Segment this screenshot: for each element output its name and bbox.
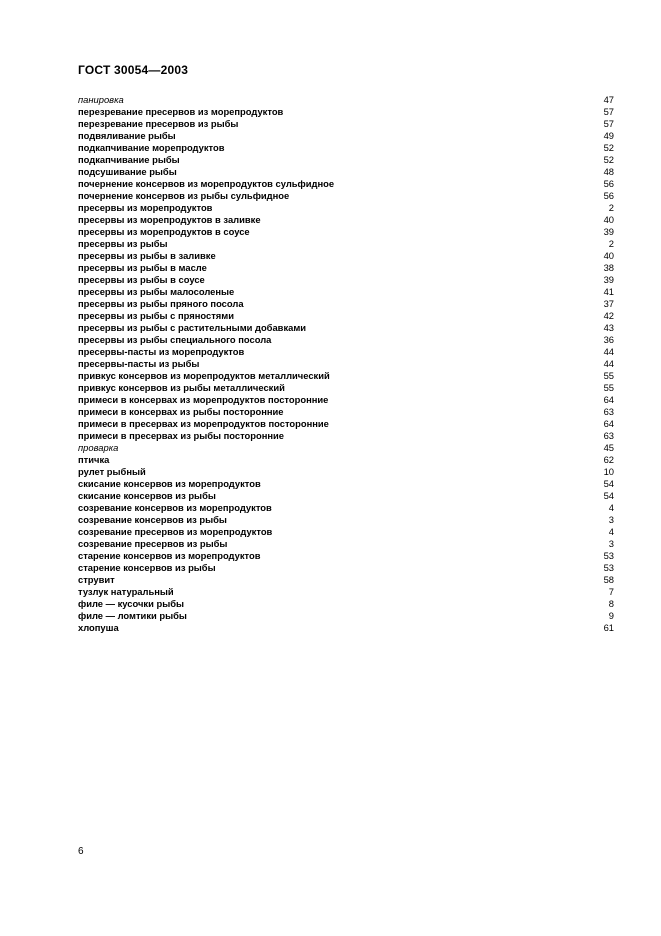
index-page-number: 54 — [603, 490, 614, 501]
index-page-number: 62 — [603, 454, 614, 465]
index-entry — [78, 418, 614, 430]
index-entry — [78, 346, 614, 358]
index-page-number: 2 — [608, 202, 614, 213]
index-term: подкапчивание морепродуктов — [78, 142, 225, 153]
index-page-number: 10 — [603, 466, 614, 477]
index-entry — [78, 466, 614, 478]
index-term: старение консервов из морепродуктов — [78, 550, 261, 561]
index-entry — [78, 118, 614, 130]
index-page-number: 52 — [603, 154, 614, 165]
index-term: струвит — [78, 574, 115, 585]
index-entry — [78, 322, 614, 334]
index-entry — [78, 238, 614, 250]
index-entry — [78, 514, 614, 526]
index-term: скисание консервов из морепродуктов — [78, 478, 261, 489]
index-entry — [78, 190, 614, 202]
index-page-number: 44 — [603, 358, 614, 369]
index-entry — [78, 250, 614, 262]
index-term: пресервы-пасты из морепродуктов — [78, 346, 245, 357]
alphabetical-index — [78, 94, 614, 634]
index-page-number: 64 — [603, 394, 614, 405]
page-number: 6 — [78, 846, 84, 857]
index-page-number: 63 — [603, 406, 614, 417]
index-entry — [78, 406, 614, 418]
index-entry — [78, 262, 614, 274]
index-term: пресервы из рыбы с растительными добавками — [78, 322, 307, 333]
index-page-number: 57 — [603, 118, 614, 129]
index-term: панировка — [78, 94, 124, 105]
index-page-number: 63 — [603, 430, 614, 441]
index-entry — [78, 130, 614, 142]
index-page-number: 3 — [608, 538, 614, 549]
index-page-number: 9 — [608, 610, 614, 621]
index-page-number: 57 — [603, 106, 614, 117]
index-page-number: 53 — [603, 550, 614, 561]
index-entry — [78, 286, 614, 298]
index-page-number: 48 — [603, 166, 614, 177]
index-term: пресервы из рыбы в заливке — [78, 250, 216, 261]
index-page-number: 36 — [603, 334, 614, 345]
index-page-number: 38 — [603, 262, 614, 273]
index-page-number: 61 — [603, 622, 614, 633]
index-entry — [78, 370, 614, 382]
index-term: подвяливание рыбы — [78, 130, 176, 141]
index-entry — [78, 202, 614, 214]
index-entry — [78, 358, 614, 370]
index-page-number: 40 — [603, 250, 614, 261]
index-page-number: 49 — [603, 130, 614, 141]
index-term: пресервы-пасты из рыбы — [78, 358, 200, 369]
index-entry — [78, 310, 614, 322]
index-term: пресервы из рыбы малосоленые — [78, 286, 235, 297]
index-page-number: 4 — [608, 526, 614, 537]
index-entry — [78, 538, 614, 550]
index-entry — [78, 142, 614, 154]
index-page-number: 39 — [603, 226, 614, 237]
index-entry — [78, 610, 614, 622]
index-term: пресервы из рыбы с пряностями — [78, 310, 234, 321]
index-term: примеси в консервах из рыбы посторонние — [78, 406, 284, 417]
index-term: скисание консервов из рыбы — [78, 490, 216, 501]
index-term: созревание консервов из рыбы — [78, 514, 227, 525]
index-term: филе — кусочки рыбы — [78, 598, 185, 609]
index-page-number: 47 — [603, 94, 614, 105]
index-term: созревание пресервов из морепродуктов — [78, 526, 273, 537]
index-page-number: 7 — [608, 586, 614, 597]
index-term: пресервы из морепродуктов в заливке — [78, 214, 261, 225]
index-entry — [78, 526, 614, 538]
index-page-number: 4 — [608, 502, 614, 513]
index-term: пресервы из рыбы в соусе — [78, 274, 205, 285]
index-page-number: 42 — [603, 310, 614, 321]
index-page-number: 2 — [608, 238, 614, 249]
index-entry — [78, 94, 614, 106]
index-term: подсушивание рыбы — [78, 166, 177, 177]
index-page-number: 53 — [603, 562, 614, 573]
index-entry — [78, 178, 614, 190]
index-entry — [78, 478, 614, 490]
index-term: примеси в пресервах из морепродуктов посторонние — [78, 418, 329, 429]
index-page-number: 8 — [608, 598, 614, 609]
index-term: привкус консервов из морепродуктов металлический — [78, 370, 330, 381]
index-term: созревание пресервов из рыбы — [78, 538, 228, 549]
index-page-number: 56 — [603, 190, 614, 201]
index-entry — [78, 550, 614, 562]
index-term: привкус консервов из рыбы металлический — [78, 382, 285, 393]
index-term: созревание консервов из морепродуктов — [78, 502, 272, 513]
index-entry — [78, 442, 614, 454]
index-term: хлопуша — [78, 622, 119, 633]
index-entry — [78, 598, 614, 610]
index-page-number: 55 — [603, 382, 614, 393]
index-entry — [78, 382, 614, 394]
index-page-number: 37 — [603, 298, 614, 309]
index-term: пресервы из рыбы специального посола — [78, 334, 272, 345]
index-term: пресервы из морепродуктов — [78, 202, 213, 213]
index-term: пресервы из рыбы пряного посола — [78, 298, 244, 309]
index-term: пресервы из рыбы — [78, 238, 168, 249]
index-page-number: 43 — [603, 322, 614, 333]
index-term: рулет рыбный — [78, 466, 146, 477]
index-entry — [78, 154, 614, 166]
index-page-number: 40 — [603, 214, 614, 225]
index-page-number: 55 — [603, 370, 614, 381]
index-term: почернение консервов из морепродуктов сульфидное — [78, 178, 335, 189]
index-entry — [78, 490, 614, 502]
index-page-number: 58 — [603, 574, 614, 585]
index-entry — [78, 502, 614, 514]
index-term: пресервы из морепродуктов в соусе — [78, 226, 250, 237]
index-page-number: 44 — [603, 346, 614, 357]
index-entry — [78, 106, 614, 118]
index-page-number: 56 — [603, 178, 614, 189]
index-entry — [78, 394, 614, 406]
index-entry — [78, 454, 614, 466]
index-term: проварка — [78, 442, 119, 453]
index-page-number: 39 — [603, 274, 614, 285]
index-page-number: 54 — [603, 478, 614, 489]
index-entry — [78, 622, 614, 634]
index-page-number: 52 — [603, 142, 614, 153]
index-entry — [78, 166, 614, 178]
index-term: подкапчивание рыбы — [78, 154, 180, 165]
index-page-number: 64 — [603, 418, 614, 429]
index-term: почернение консервов из рыбы сульфидное — [78, 190, 290, 201]
index-entry — [78, 298, 614, 310]
index-page-number: 3 — [608, 514, 614, 525]
index-term: птичка — [78, 454, 110, 465]
index-entry — [78, 574, 614, 586]
index-term: филе — ломтики рыбы — [78, 610, 187, 621]
index-term: пресервы из рыбы в масле — [78, 262, 207, 273]
index-entry — [78, 334, 614, 346]
index-term: старение консервов из рыбы — [78, 562, 216, 573]
index-page-number: 41 — [603, 286, 614, 297]
index-term: тузлук натуральный — [78, 586, 174, 597]
index-entry — [78, 274, 614, 286]
index-term: перезревание пресервов из рыбы — [78, 118, 239, 129]
index-entry — [78, 226, 614, 238]
index-entry — [78, 430, 614, 442]
index-page-number: 45 — [603, 442, 614, 453]
index-entry — [78, 562, 614, 574]
document-header: ГОСТ 30054—2003 — [78, 63, 189, 77]
index-term: примеси в пресервах из рыбы посторонние — [78, 430, 285, 441]
index-entry — [78, 586, 614, 598]
index-term: перезревание пресервов из морепродуктов — [78, 106, 284, 117]
index-term: примеси в консервах из морепродуктов посторонние — [78, 394, 329, 405]
index-entry — [78, 214, 614, 226]
